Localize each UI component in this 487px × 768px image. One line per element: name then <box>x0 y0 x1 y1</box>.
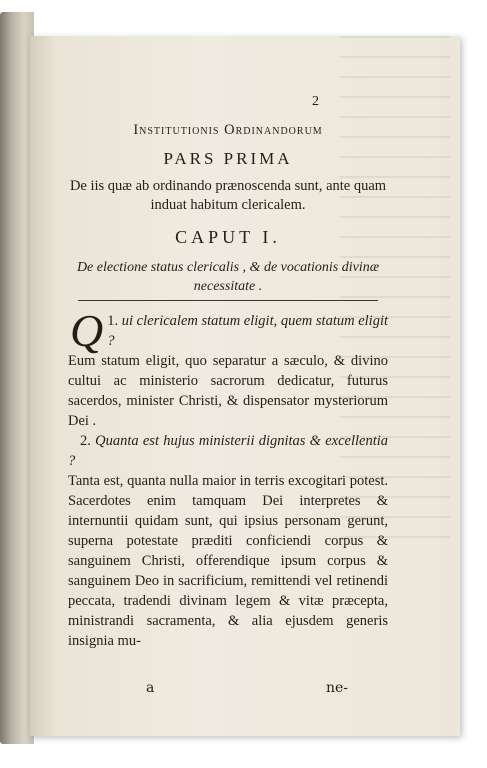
answer-2: Tanta est, quanta nulla maior in terris excogitari potest. Sacerdotes enim tamquam Dei interpretes & internuntii quidam sunt, qui ipsius personam gerunt, superna potestate præditi conficiendi corpus & sanguinem Christi, offerendique ipsum corpus & sanguinem Deo in sacrificium, remittendi vel retinendi peccata, tradendi divinam legem & vitæ præcepta, ministrandi sacramenta, & alia ejusdem generis insignia mu- <box>68 473 388 649</box>
question-2-text: Quanta est hujus ministerii dignitas & excellentia ? <box>68 433 388 469</box>
answer-1: Eum statum eligit, quo separatur a sæculo, & divino cultui ac ministerio sacrorum dedicatur, futurus sacerdos, minister Christi, & dispensator mysteriorum Dei . <box>68 353 388 429</box>
page-text <box>68 122 388 651</box>
question-2 <box>68 431 388 471</box>
signature-mark: a <box>146 680 155 696</box>
part-subtitle: De iis quæ ab ordinando prænoscenda sunt, ante quam induat habitum clericalem. <box>69 178 387 213</box>
page-number: 2 <box>312 94 319 109</box>
book-page <box>30 36 460 736</box>
catchword: ne- <box>326 680 349 696</box>
question-1 <box>68 305 389 356</box>
running-head: Institutionis Ordinandorum <box>133 122 323 138</box>
question-2-number: 2. <box>80 433 91 449</box>
question-1-text: ui clericalem statum eligit, quem statum eligit ? <box>107 313 389 349</box>
divider-rule <box>78 300 378 301</box>
book-cover-edge <box>0 12 34 744</box>
part-title: PARS PRIMA <box>163 149 293 168</box>
question-1-number: 1. <box>107 313 119 329</box>
chapter-heading: CAPUT I. <box>175 227 281 247</box>
drop-cap: Q <box>70 305 104 356</box>
chapter-title: De electione status clericalis , & de vocationis divinæ necessitate . <box>76 260 380 294</box>
